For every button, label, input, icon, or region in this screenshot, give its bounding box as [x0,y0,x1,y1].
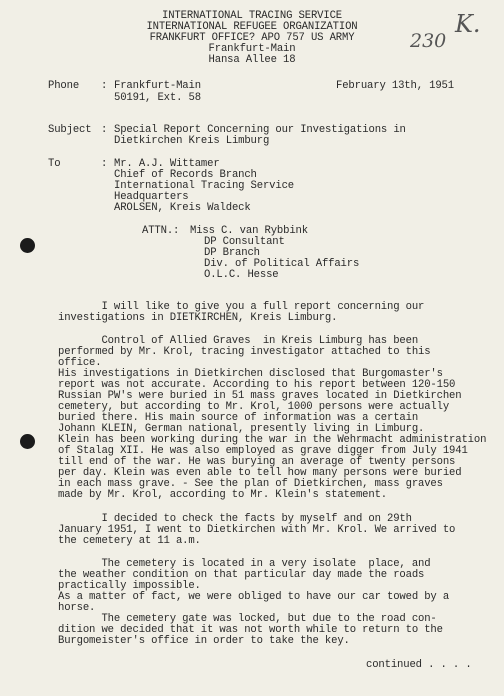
attn-line: O.L.C. Hesse [204,269,279,281]
punch-hole [20,434,35,449]
to-colon: : [101,158,108,170]
to-line: Chief of Records Branch [114,169,257,181]
attn-line: DP Consultant [204,236,285,248]
attn-line: Miss C. van Rybbink [190,225,308,237]
body-line: till end of the war. He was burying an average of twenty persons [58,456,456,468]
handwritten-mark: K. [455,10,481,38]
to-line: AROLSEN, Kreis Waldeck [114,202,251,214]
body-line: per day. Klein was even able to tell how many persons were buried [58,467,462,479]
body-line: As a matter of fact, we were obliged to have our car towed by a [58,591,450,603]
body-line: the weather condition on that particular day made the roads [58,569,425,581]
body-line: report was not accurate. According to his report between 120-150 [58,379,456,391]
body-line: the cemetery at 11 a.m. [58,535,201,547]
body-line: His investigations in Dietkirchen disclosed that Burgomaster's [58,368,443,380]
attn-line: DP Branch [204,247,260,259]
body-line: cemetery, but according to Mr. Krol, 1000 persons were actually [58,401,450,413]
body-line: The cemetery is located in a very isolate place, and [58,558,431,570]
body-line: buried there. His main source of information was a certain [58,412,419,424]
body-line: investigations in DIETKIRCHEN, Kreis Limburg. [58,312,338,324]
body-line: January 1951, I went to Dietkirchen with Mr. Krol. We arrived to [58,524,456,536]
body-line: I will like to give you a full report concerning our [58,301,425,313]
body-line: practically impossible. [58,580,201,592]
attn-line: Div. of Political Affairs [204,258,360,270]
to-label: To [48,158,61,170]
body-line: horse. [58,602,96,614]
body-line: in each mass grave. - See the plan of Dietkirchen, mass graves [58,478,443,490]
punch-hole [20,238,35,253]
body-line: of Stalag XII. He was also employed as grave digger from July 1941 [58,445,468,457]
body-line: Klein has been working during the war in the Wehrmacht administration [58,434,487,446]
phone-label: Phone [48,80,80,92]
body-line: Russian PW's were buried in 51 mass graves located in Dietkirchen [58,390,462,402]
phone-line-2: 50191, Ext. 58 [114,92,201,104]
body-line: Johann KLEIN, German national, presently living in Limburg. [58,423,425,435]
to-line: Headquarters [114,191,189,203]
body-line: performed by Mr. Krol, tracing investigator attached to this [58,346,431,358]
subject-line-1: Special Report Concerning our Investigations in [114,124,406,136]
page-number: 230 [410,30,447,52]
to-line: Mr. A.J. Wittamer [114,158,220,170]
letter-date: February 13th, 1951 [336,80,454,92]
subject-colon: : [101,124,108,136]
body-line: made by Mr. Krol, according to Mr. Klein's statement. [58,489,387,501]
header-line-3: FRANKFURT OFFICE? APO 757 US ARMY [149,32,355,44]
header-line-2: INTERNATIONAL REFUGEE ORGANIZATION [146,21,358,33]
attn-label: ATTN.: [142,225,180,237]
phone-line-1: Frankfurt-Main [114,80,201,92]
header-line-1: INTERNATIONAL TRACING SERVICE [161,10,342,22]
subject-label: Subject [48,124,92,136]
phone-colon: : [101,80,108,92]
to-line: International Tracing Service [114,180,295,192]
subject-line-2: Dietkirchen Kreis Limburg [114,135,270,147]
continued-note: continued . . . . [366,659,472,671]
body-line: Control of Allied Graves in Kreis Limburg has been [58,335,419,347]
header-line-4: Frankfurt-Main [208,43,296,55]
body-line: dition we decided that it was not worth while to return to the [58,624,443,636]
body-line: office. [58,357,102,369]
header-line-5: Hansa Allee 18 [208,54,296,66]
body-line: I decided to check the facts by myself and on 29th [58,513,412,525]
body-line: The cemetery gate was locked, but due to the road con- [58,613,437,625]
body-line: Burgomeister's office in order to take the key. [58,635,350,647]
